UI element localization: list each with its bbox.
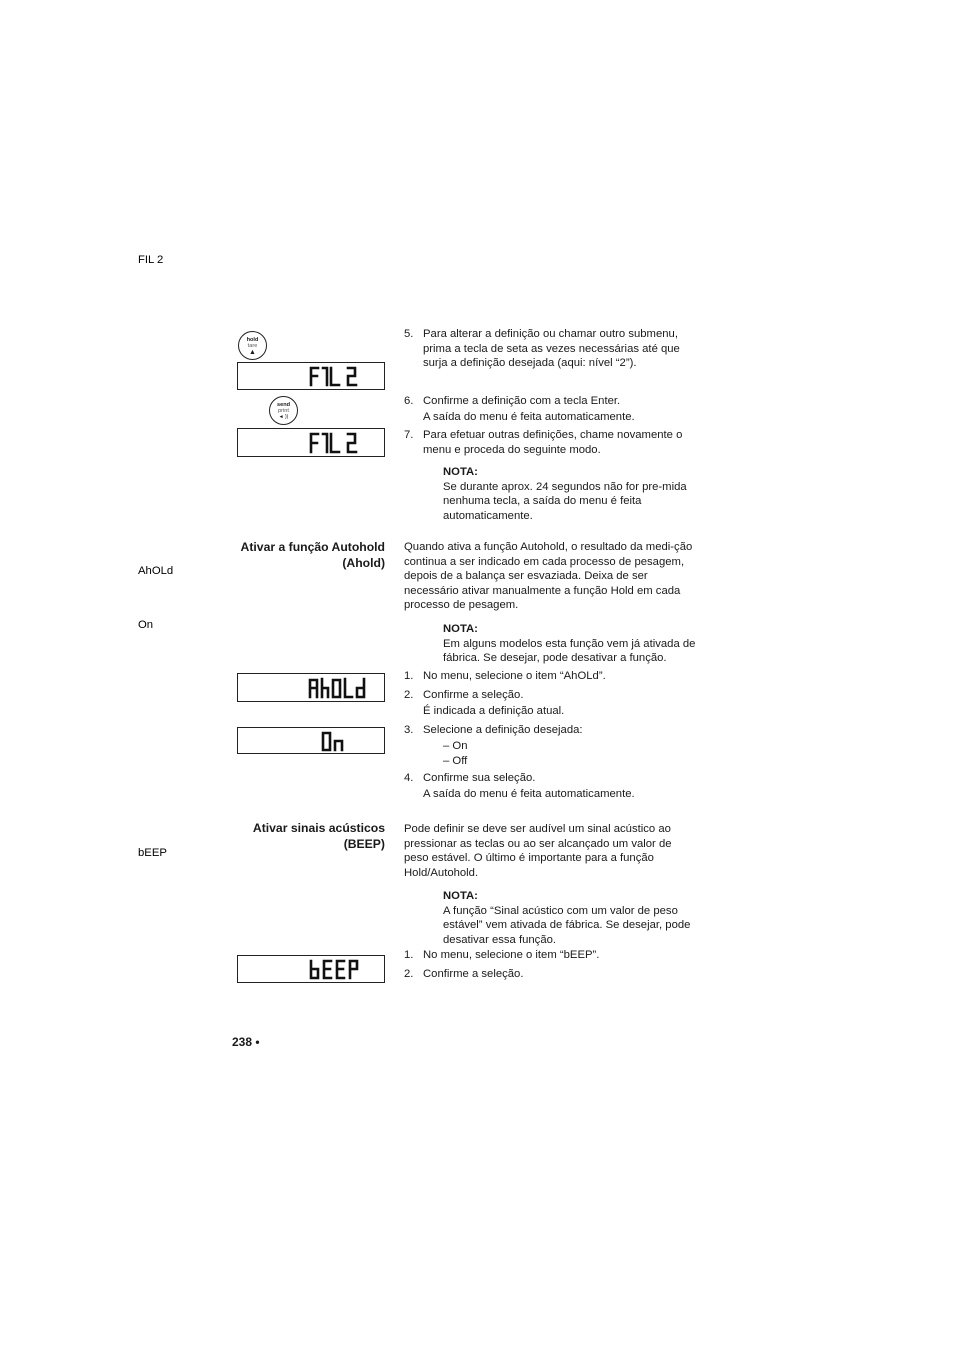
beep-step-2 <box>404 967 704 982</box>
step-number: 6. <box>404 395 414 407</box>
lcd-beep-text: bEEP <box>138 847 167 859</box>
step-text: Confirme a seleção. <box>423 968 524 980</box>
note-menu-timeout <box>443 465 705 523</box>
note-label: NOTA: <box>443 623 478 635</box>
note-autohold <box>443 622 705 666</box>
hold-key-label: hold <box>246 337 259 343</box>
step-number: 5. <box>404 328 414 340</box>
lcd-fil2-graphic-b <box>238 429 386 458</box>
step-text: Confirme a definição com a tecla Enter. <box>423 395 621 407</box>
autohold-step-4 <box>404 771 704 801</box>
lcd-display-beep <box>138 847 385 983</box>
note-text: Em alguns modelos esta função vem já ativada de fábrica. Se desejar, pode desativar a função. <box>443 637 696 665</box>
step-7 <box>404 428 704 457</box>
lcd-beep-graphic <box>138 847 386 984</box>
page-number: 238 • <box>232 1035 260 1049</box>
speaker-icon: ◄ )) <box>278 414 289 420</box>
send-print-key-icon <box>269 396 298 425</box>
lcd-display-fil2-b <box>237 428 385 457</box>
option-off: – Off <box>443 755 468 767</box>
step-text: Para alterar a definição ou chamar outro submenu, prima a tecla de seta as vezes necessárias até que surja a definição desejada (aqui: nível “2”). <box>423 328 680 370</box>
note-label: NOTA: <box>443 890 478 902</box>
print-key-label: print <box>278 408 289 414</box>
tare-key-label: tare <box>247 343 258 349</box>
up-arrow-icon: ▲ <box>249 349 256 356</box>
note-label: NOTA: <box>443 466 478 478</box>
lcd-on-text: On <box>138 619 154 631</box>
step-text: Confirme sua seleção. <box>423 772 536 784</box>
note-beep <box>443 889 705 947</box>
step-number: 7. <box>404 429 414 441</box>
step-6 <box>404 394 704 424</box>
step-text: Confirme a seleção. <box>423 689 524 701</box>
lcd-on-graphic <box>138 619 386 755</box>
lcd-fil2-text: FIL 2 <box>138 254 164 266</box>
step-text: Para efetuar outras definições, chame novamente o menu e proceda do seguinte modo. <box>423 429 683 456</box>
step-text: Selecione a definição desejada: <box>423 724 583 736</box>
step-number: 2. <box>404 968 414 980</box>
lcd-ahold-text: AhOLd <box>138 565 174 577</box>
section-heading-beep: Ativar sinais acústicos (BEEP) <box>252 821 385 851</box>
step-number: 3. <box>404 724 414 736</box>
autohold-intro: Quando ativa a função Autohold, o resultado da medi-ção continua a ser indicado em cada processo de pesagem, depois de a balança ser esvaziada. Deixa de ser necessário ativar manualmente a função Hold em cada processo de pesagem. <box>404 541 693 612</box>
hold-tare-key-icon <box>238 331 267 360</box>
note-text: Se durante aprox. 24 segundos não for pre-mida nenhuma tecla, a saída do menu é feita automaticamente. <box>443 480 687 522</box>
step-text: No menu, selecione o item “bEEP”. <box>423 949 600 961</box>
option-on: – On <box>443 740 468 752</box>
beep-intro: Pode definir se deve ser audível um sinal acústico ao pressionar as teclas ou ao ser alcançado um valor de peso estável. O último é importante para a função Hold/Autohold. <box>404 823 672 879</box>
autohold-step-1 <box>404 669 704 684</box>
send-key-label: send <box>276 402 291 408</box>
step-subtext: A saída do menu é feita automaticamente. <box>423 787 635 800</box>
section-heading-autohold: Ativar a função Autohold (Ahold) <box>240 540 385 570</box>
step-number: 4. <box>404 772 414 784</box>
step-subtext: É indicada a definição atual. <box>423 704 565 717</box>
beep-step-1 <box>404 948 704 963</box>
step-number: 1. <box>404 949 414 961</box>
step-number: 1. <box>404 670 414 682</box>
autohold-step-2 <box>404 688 704 718</box>
autohold-step-3 <box>404 723 704 738</box>
step-5 <box>404 327 704 371</box>
note-text: A função “Sinal acústico com um valor de peso estável” vem ativada de fábrica. Se desejar, pode desativar essa função. <box>443 904 691 946</box>
step-text: No menu, selecione o item “AhOLd”. <box>423 670 606 682</box>
lcd-display-on <box>138 619 385 754</box>
step-subtext: A saída do menu é feita automaticamente. <box>423 410 635 423</box>
step-number: 2. <box>404 689 414 701</box>
